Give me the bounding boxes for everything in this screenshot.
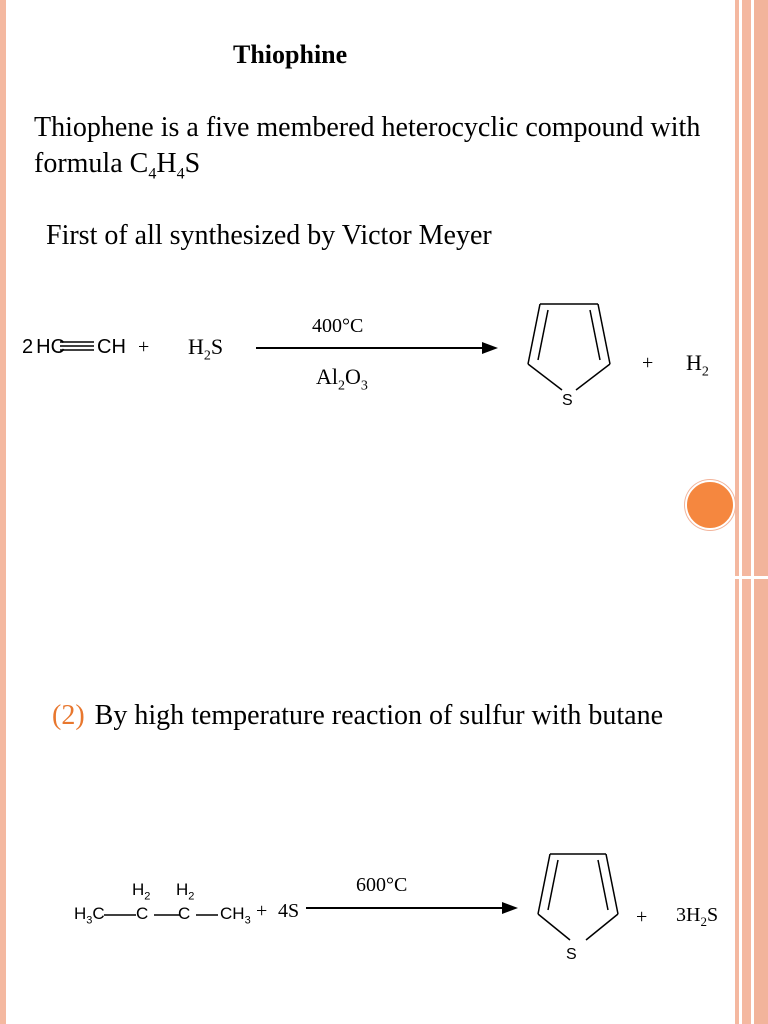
plus-sign: + <box>636 906 648 928</box>
right-border-stripe <box>754 0 768 1024</box>
intro-paragraph <box>34 110 724 193</box>
reaction-temperature: 600°C <box>356 874 408 896</box>
right-border-divider <box>735 576 768 579</box>
plus-sign: + <box>138 336 150 358</box>
right-border-stripe <box>735 0 739 1024</box>
ring-sulfur: S <box>566 946 577 963</box>
methylene-h: $H_2$ <box>176 880 195 903</box>
methylene-carbon: C <box>178 904 191 923</box>
acetylene: 2 HC CH <box>22 336 126 358</box>
methylene-carbon: C <box>136 904 149 923</box>
methylene-h: $H_2$ <box>132 880 151 903</box>
reaction-arrow <box>256 340 506 356</box>
left-border <box>0 0 6 1024</box>
intro-text: Thiophene is a five membered heterocyclic compound with formula <box>34 112 701 179</box>
thiophene-ring <box>530 846 630 956</box>
right-border-stripe <box>742 0 751 1024</box>
method-2-heading: (2) By high temperature reaction of sulfur with butane <box>52 700 664 731</box>
plus-sign: + <box>642 352 654 374</box>
thiophene-ring <box>520 296 620 406</box>
reaction-arrow <box>306 900 536 916</box>
formula: $C_4H_4S$ <box>129 148 201 183</box>
decorative-dot-icon <box>685 480 735 530</box>
sulfur-reagent: 4S <box>278 900 300 922</box>
plus-sign: + <box>256 900 268 922</box>
methyl-group: $H_3C$ <box>74 904 105 927</box>
reaction-temperature: 400°C <box>312 315 364 337</box>
hydrogen-sulfide-product: $3H_2S$ <box>676 904 719 929</box>
step-number: (2) <box>52 700 85 731</box>
history-text: First of all synthesized by Victor Meyer <box>46 220 492 251</box>
ring-sulfur: S <box>562 392 573 409</box>
slide-title: Thiophine <box>233 40 348 69</box>
hydrogen-sulfide: $H_2S$ <box>188 334 224 364</box>
hydrogen-product: $H_2$ <box>686 350 709 380</box>
triple-bond <box>60 340 100 352</box>
catalyst: $Al_2O_3$ <box>316 364 368 394</box>
methyl-group-end: $CH_3$ <box>220 904 251 927</box>
